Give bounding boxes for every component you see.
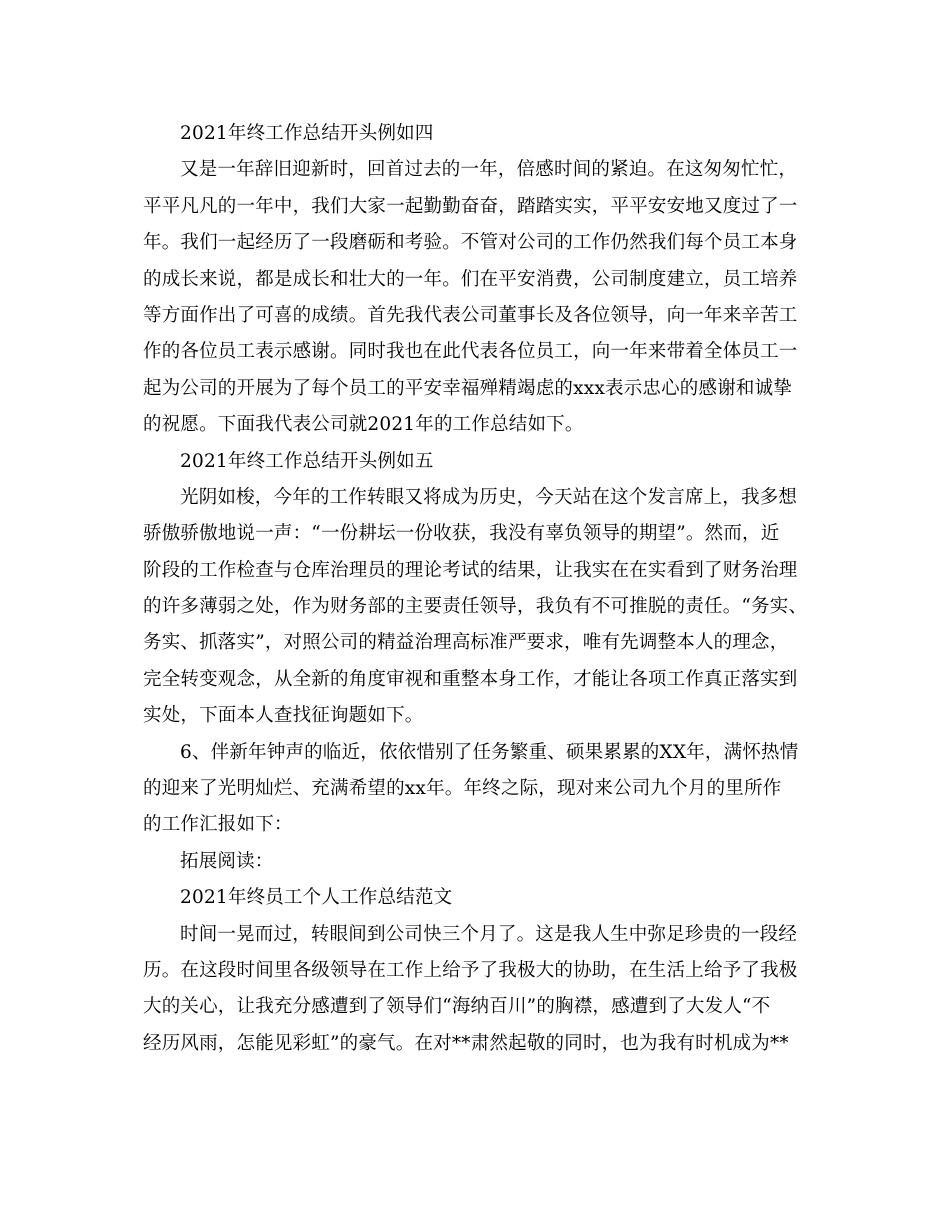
text-line: 阶段的工作检查与仓库治理员的理论考试的结果，让我实在在实看到了财务治理 (143, 559, 798, 581)
text-line: 时间一晃而过，转眼间到公司快三个月了。这是我人生中弥足珍贵的一段经 (180, 923, 798, 945)
text-line: 历。在这段时间里各级领导在工作上给予了我极大的协助，在生活上给予了我极 (143, 959, 798, 981)
text-line: 2021年终工作总结开头例如五 (180, 450, 434, 472)
text-line: 光阴如梭，今年的工作转眼又将成为历史，今天站在这个发言席上，我多想 (180, 486, 798, 508)
text-line: 大的关心，让我充分感遭到了领导们“海纳百川”的胸襟，感遭到了大发人“不 (143, 996, 771, 1018)
text-line: 平平凡凡的一年中，我们大家一起勤勤奋奋，踏踏实实，平平安安地又度过了一 (143, 195, 798, 217)
text-line: 完全转变观念，从全新的角度审视和重整本身工作，才能让各项工作真正落实到 (143, 668, 798, 690)
text-line: 骄傲骄傲地说一声：“一份耕坛一份收获，我没有辜负领导的期望”。然而，近 (143, 523, 780, 545)
text-line: 的成长来说，都是成长和壮大的一年。们在平安消费，公司制度建立，员工培养 (143, 268, 798, 290)
text-line: 2021年终工作总结开头例如四 (180, 123, 434, 144)
text-line: 起为公司的开展为了每个员工的平安幸福殚精竭虑的xxx表示忠心的感谢和诚挚 (143, 377, 793, 399)
text-line: 经历风雨，怎能见彩虹”的豪气。在对**肃然起敬的同时，也为我有时机成为** (143, 1032, 789, 1054)
text-line: 等方面作出了可喜的成绩。首先我代表公司董事长及各位领导，向一年来辛苦工 (143, 304, 798, 326)
text-line: 的迎来了光明灿烂、充满希望的xx年。年终之际，现对来公司九个月的里所作 (143, 778, 782, 800)
text-line: 实处，下面本人查找征询题如下。 (143, 705, 424, 727)
text-line: 务实、抓落实”，对照公司的精益治理高标准严要求，唯有先调整本人的理念， (143, 632, 789, 654)
text-line: 年。我们一起经历了一段磨砺和考验。不管对公司的工作仍然我们每个员工本身 (143, 232, 798, 254)
text-line: 又是一年辞旧迎新时，回首过去的一年，倍感时间的紧迫。在这匆匆忙忙， (180, 159, 798, 181)
text-line: 拓展阅读： (180, 850, 274, 872)
text-line: 的许多薄弱之处，作为财务部的主要责任领导，我负有不可推脱的责任。“务实、 (143, 596, 808, 618)
text-line: 的祝愿。下面我代表公司就2021年的工作总结如下。 (143, 414, 584, 436)
document-body (143, 116, 813, 1062)
text-line: 作的各位员工表示感谢。同时我也在此代表各位员工，向一年来带着全体员工一 (143, 341, 798, 363)
text-line: 的工作汇报如下： (143, 814, 293, 836)
text-line: 6、伴新年钟声的临近，依依惜别了任务繁重、硕果累累的XX年，满怀热情 (180, 741, 799, 763)
text-line: 2021年终员工个人工作总结范文 (180, 887, 453, 909)
